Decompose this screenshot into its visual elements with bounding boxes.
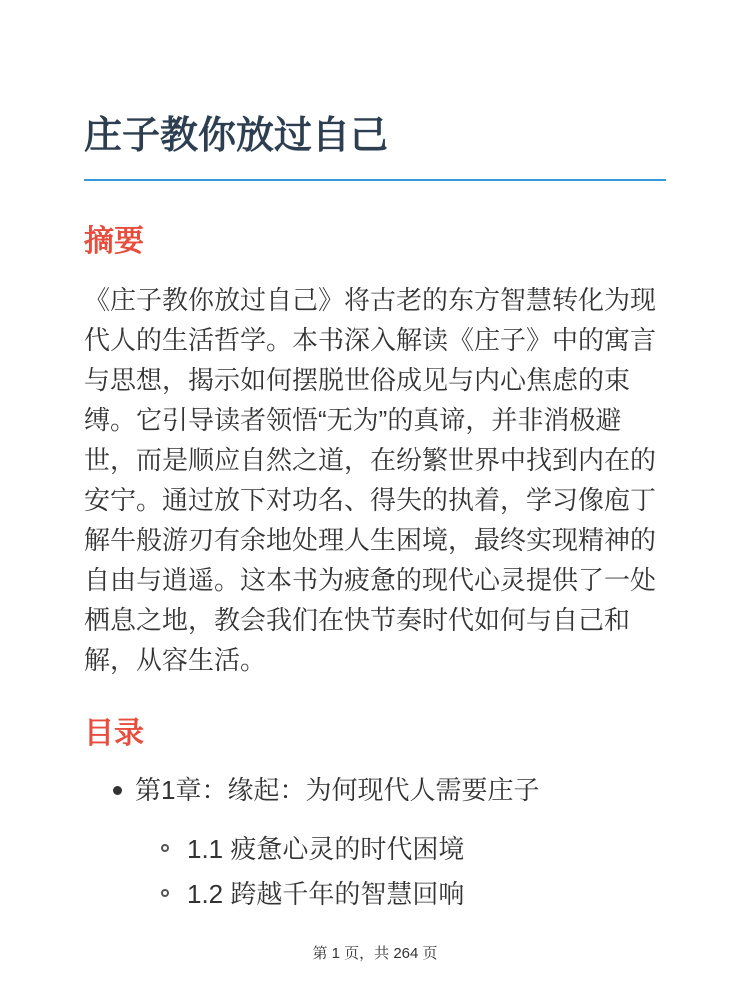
toc-chapter-item <box>84 770 666 914</box>
toc-list <box>84 770 666 914</box>
document-title: 庄子教你放过自己 <box>84 114 666 181</box>
hollow-bullet-icon <box>161 844 169 852</box>
page-number-indicator: 第 1 页，共 264 页 <box>312 945 438 962</box>
toc-section-label: 1.1 疲惫心灵的时代困境 <box>187 833 465 864</box>
toc-heading: 目录 <box>84 716 144 750</box>
hollow-bullet-icon <box>161 889 169 897</box>
abstract-paragraph: 《庄子教你放过自己》将古老的东方智慧转化为现代人的生活哲学。本书深入解读《庄子》中的寓言与思想，揭示如何摆脱世俗成见与内心焦虑的束缚。它引导读者领悟“无为”的真谛，并非消极避世，而是顺应自然之道，在纷繁世界中找到内在的安宁。通过放下对功名、得失的执着，学习像庖丁解牛般游刃有余地处理人生困境，最终实现精神的自由与逍遥。这本书为疲惫的现代心灵提供了一处栖息之地，教会我们在快节奏时代如何与自己和解，从容生活。 <box>84 284 657 675</box>
abstract-heading: 摘要 <box>84 224 144 258</box>
toc-chapter-label: 第1章：缘起：为何现代人需要庄子 <box>135 774 540 805</box>
toc-section-label: 1.2 跨越千年的智慧回响 <box>187 878 465 909</box>
toc-section-item <box>135 829 666 869</box>
filled-bullet-icon <box>113 786 122 795</box>
toc-section-item <box>135 874 666 914</box>
toc-sublist <box>135 829 666 914</box>
